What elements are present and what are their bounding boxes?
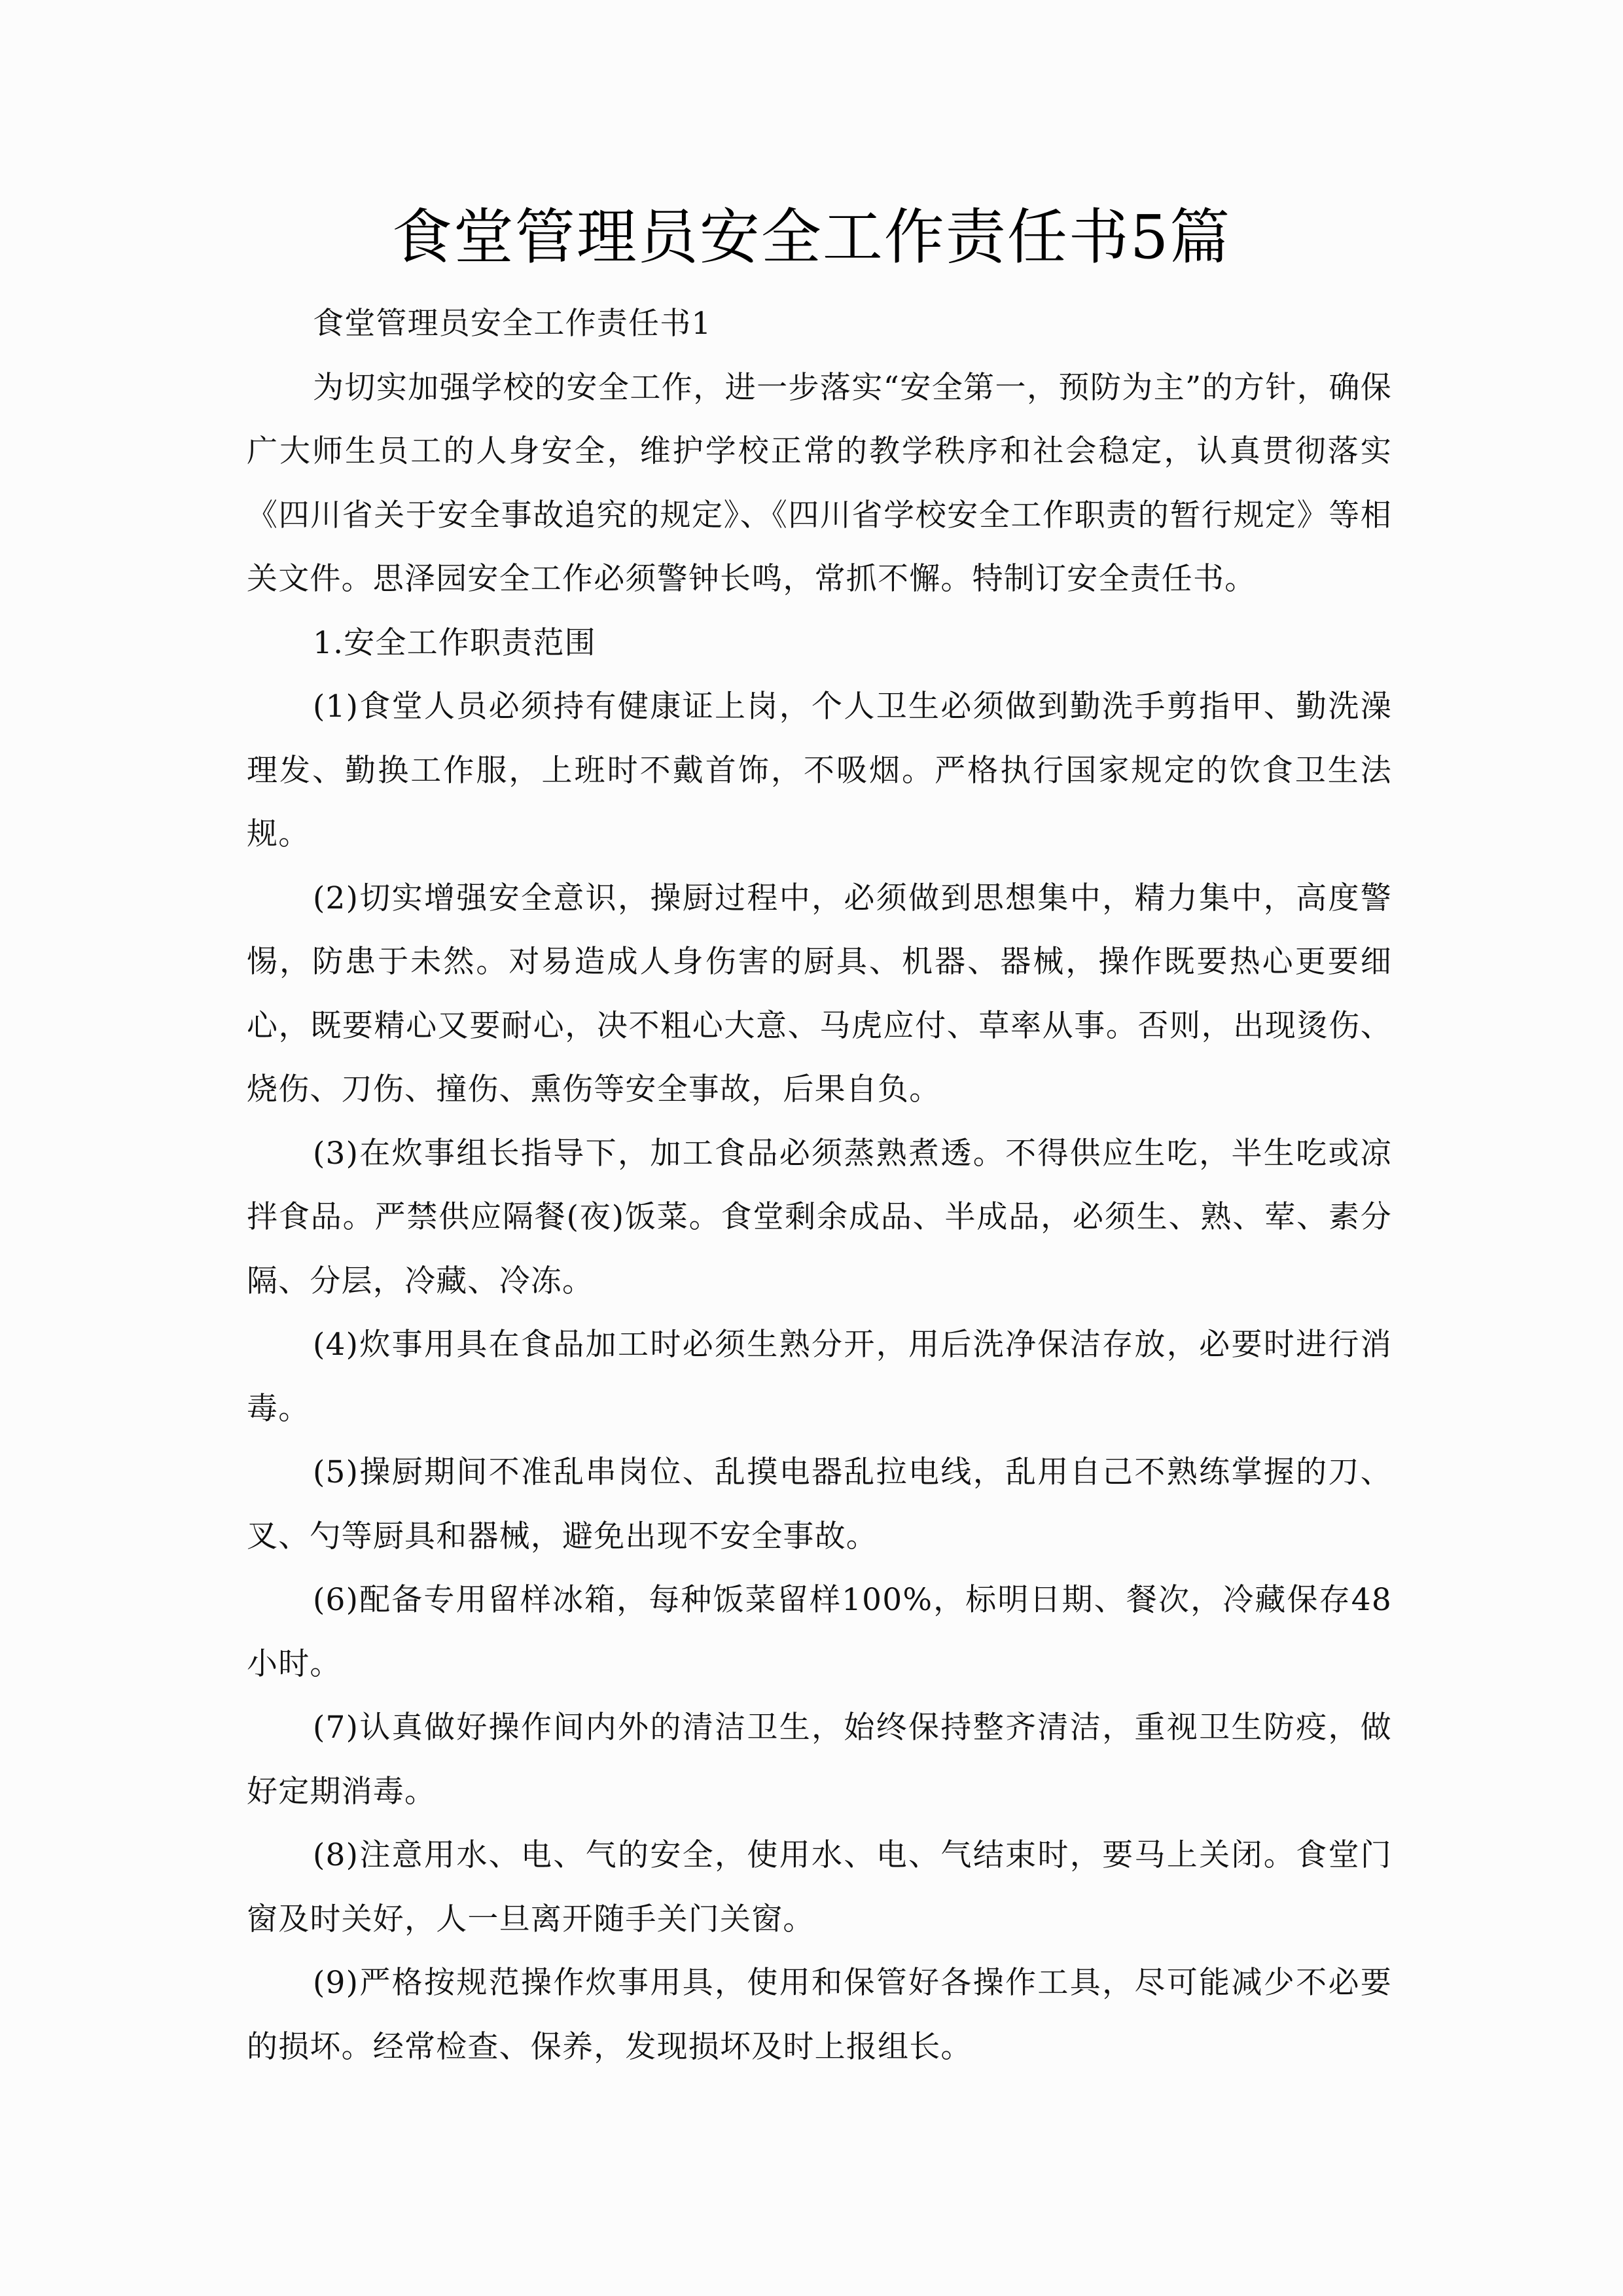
paragraph-item-1: (1)食堂人员必须持有健康证上岗，个人卫生必须做到勤洗手剪指甲、勤洗澡理发、勤换工作服，上班时不戴首饰，不吸烟。严格执行国家规定的饮食卫生法规。 [247,689,1392,852]
paragraph-item-6: (6)配备专用留样冰箱，每种饭菜留样100%，标明日期、餐次，冷藏保存48小时。 [247,1582,1392,1682]
paragraph-item-9: (9)严格按规范操作炊事用具，使用和保管好各操作工具，尽可能减少不必要的损坏。经常检查、保养，发现损坏及时上报组长。 [247,1965,1392,2065]
document-body [247,292,1392,2079]
section-heading-responsibilities: 1.安全工作职责范围 [313,624,596,661]
paragraph-item-3: (3)在炊事组长指导下，加工食品必须蒸熟煮透。不得供应生吃，半生吃或凉拌食品。严禁供应隔餐(夜)饭菜。食堂剩余成品、半成品，必须生、熟、荤、素分隔、分层，冷藏、冷冻。 [247,1135,1392,1299]
paragraph-intro: 为切实加强学校的安全工作，进一步落实“安全第一，预防为主”的方针，确保广大师生员工的人身安全，维护学校正常的教学秩序和社会稳定，认真贯彻落实《四川省关于安全事故追究的规定》、《四川省学校安全工作职责的暂行规定》等相关文件。思泽园安全工作必须警钟长鸣，常抓不懈。特制订安全责任书。 [247,369,1392,597]
section-subtitle: 食堂管理员安全工作责任书1 [313,306,712,342]
paragraph-item-2: (2)切实增强安全意识，操厨过程中，必须做到思想集中，精力集中，高度警惕，防患于未然。对易造成人身伤害的厨具、机器、器械，操作既要热心更要细心，既要精心又要耐心，决不粗心大意、马虎应付、草率从事。否则，出现烫伤、烧伤、刀伤、撞伤、熏伤等安全事故，后果自负。 [247,880,1392,1107]
paragraph-item-8: (8)注意用水、电、气的安全，使用水、电、气结束时，要马上关闭。食堂门窗及时关好，人一旦离开随手关门关窗。 [247,1837,1392,1937]
document-title: 食堂管理员安全工作责任书5篇 [391,202,1232,272]
paragraph-item-5: (5)操厨期间不准乱串岗位、乱摸电器乱拉电线，乱用自己不熟练掌握的刀、叉、勺等厨具和器械，避免出现不安全事故。 [247,1454,1392,1554]
paragraph-item-7: (7)认真做好操作间内外的清洁卫生，始终保持整齐清洁，重视卫生防疫，做好定期消毒。 [247,1710,1392,1810]
paragraph-item-4: (4)炊事用具在食品加工时必须生熟分开，用后洗净保洁存放，必要时进行消毒。 [247,1327,1392,1427]
